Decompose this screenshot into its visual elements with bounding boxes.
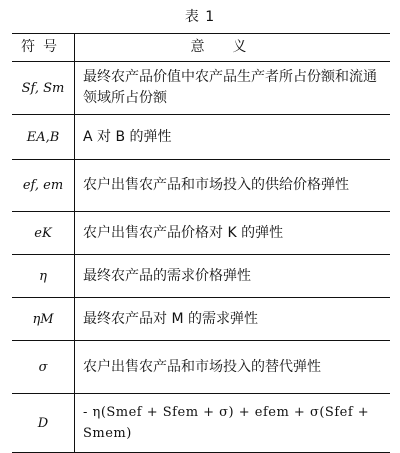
row-symbol: ef, em: [12, 160, 75, 212]
row-symbol: ηM: [12, 298, 75, 341]
table-row: [12, 212, 390, 255]
table-header-row: [12, 34, 390, 62]
row-symbol: eK: [12, 212, 75, 255]
table-row: [12, 341, 390, 394]
row-symbol: η: [12, 255, 75, 298]
row-meaning: 农户出售农产品和市场投入的替代弹性: [83, 358, 321, 375]
row-symbol: EA,B: [12, 115, 75, 160]
row-symbol: Sf, Sm: [12, 62, 75, 115]
row-meaning: 最终农产品的需求价格弹性: [83, 267, 251, 284]
row-symbol: σ: [12, 341, 75, 394]
header-symbol: 符号: [12, 34, 75, 62]
row-meaning: 最终农产品价值中农产品生产者所占份额和流通领域所占份额: [83, 69, 377, 106]
row-meaning: 农户出售农产品和市场投入的供给价格弹性: [83, 177, 349, 193]
table-row: [12, 115, 390, 160]
symbol-definition-table: [12, 33, 390, 453]
row-meaning: 农户出售农产品价格对 K 的弹性: [83, 224, 284, 241]
row-meaning: A 对 B 的弹性: [83, 128, 172, 145]
table-row: [12, 160, 390, 212]
table-row: [12, 394, 390, 453]
table-caption: 表 1: [184, 9, 216, 25]
header-meaning: 意义: [190, 39, 275, 55]
row-symbol: D: [12, 394, 75, 453]
table-row: [12, 62, 390, 115]
table-row: [12, 298, 390, 341]
row-formula: - η(Smef + Sfem + σ) + efem + σ(Sfef + Smem): [83, 405, 370, 441]
table-row: [12, 255, 390, 298]
row-meaning: 最终农产品对 M 的需求弹性: [83, 310, 258, 327]
